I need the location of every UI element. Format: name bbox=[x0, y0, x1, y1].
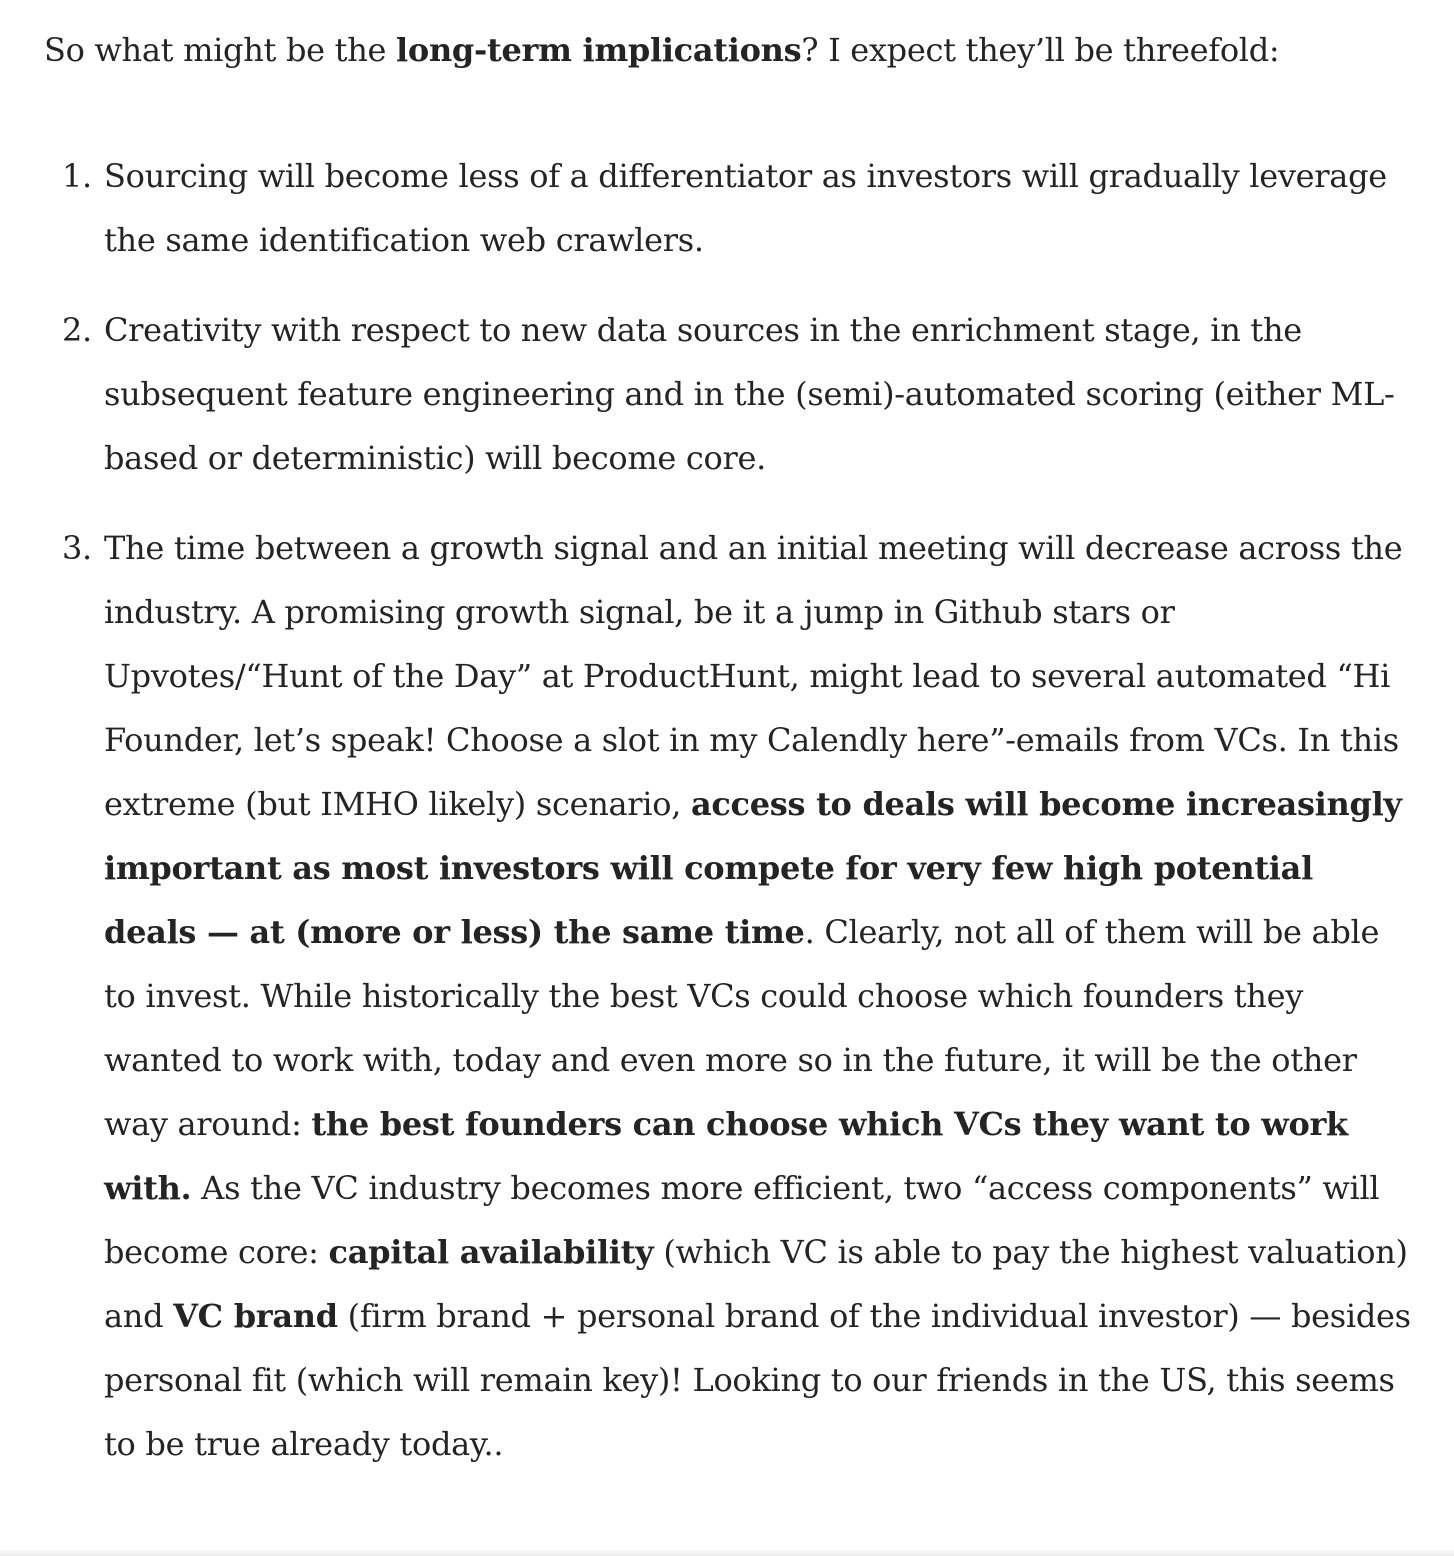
list-item-text: Sourcing will become less of a differentiator as investors will gradually leverage the same identification web crawlers. bbox=[104, 157, 1387, 259]
list-number: 1. bbox=[62, 157, 92, 195]
intro-bold-phrase: long-term implications bbox=[396, 31, 802, 69]
list-number: 3. bbox=[62, 529, 92, 567]
list-item-text: Creativity with respect to new data sources in the enrichment stage, in the subsequent feature engineering and in the (semi)-automated scoring (either ML-based or deterministic) will become core. bbox=[104, 311, 1395, 477]
article-body bbox=[44, 18, 1414, 1502]
list-item-creativity bbox=[44, 298, 1414, 490]
list-item-text bbox=[104, 516, 1414, 1476]
bottom-edge-shadow bbox=[0, 1548, 1454, 1556]
list-item-sourcing bbox=[44, 144, 1414, 272]
intro-paragraph bbox=[44, 18, 1414, 82]
text-segment: The time between a growth signal and an initial meeting will decrease across the industry. A promising growth signal, be it a jump in Github stars or Upvotes/“Hunt of the Day” at ProductHunt, might lead to several automated “Hi Founder, let’s speak! Choose a slot in my Calendly here”-emails from VCs. In this extreme (but IMHO likely) scenario, bbox=[104, 529, 1403, 823]
intro-text-start: So what might be the bbox=[44, 31, 397, 69]
bold-phrase-vc-brand: VC brand bbox=[173, 1297, 338, 1335]
text-segment: . Clearly, not all of them will be able to invest. While historically the best VCs could choose which founders they wanted to work with, today and even more so in the future, it will be the other way around: bbox=[104, 913, 1380, 1143]
intro-text-end: ? I expect they’ll be threefold: bbox=[801, 31, 1280, 69]
text-segment: (firm brand + personal brand of the individual investor) — besides personal fit (which will remain key)! Looking to our friends in the US, this seems to be true already today.. bbox=[104, 1297, 1411, 1463]
bold-phrase-access-to-deals: access to deals will become increasingly important as most investors will compete for very few high potential deals — at (more or less) the same time bbox=[104, 785, 1402, 951]
implications-list bbox=[44, 144, 1414, 1476]
bold-phrase-best-founders: the best founders can choose which VCs they want to work with. bbox=[104, 1105, 1348, 1207]
bold-phrase-capital-availability: capital availability bbox=[328, 1233, 654, 1271]
list-number: 2. bbox=[62, 311, 92, 349]
list-item-access bbox=[44, 516, 1414, 1476]
text-segment: (which VC is able to pay the highest valuation) and bbox=[104, 1233, 1408, 1335]
text-segment: As the VC industry becomes more efficient, two “access components” will become core: bbox=[104, 1169, 1380, 1271]
